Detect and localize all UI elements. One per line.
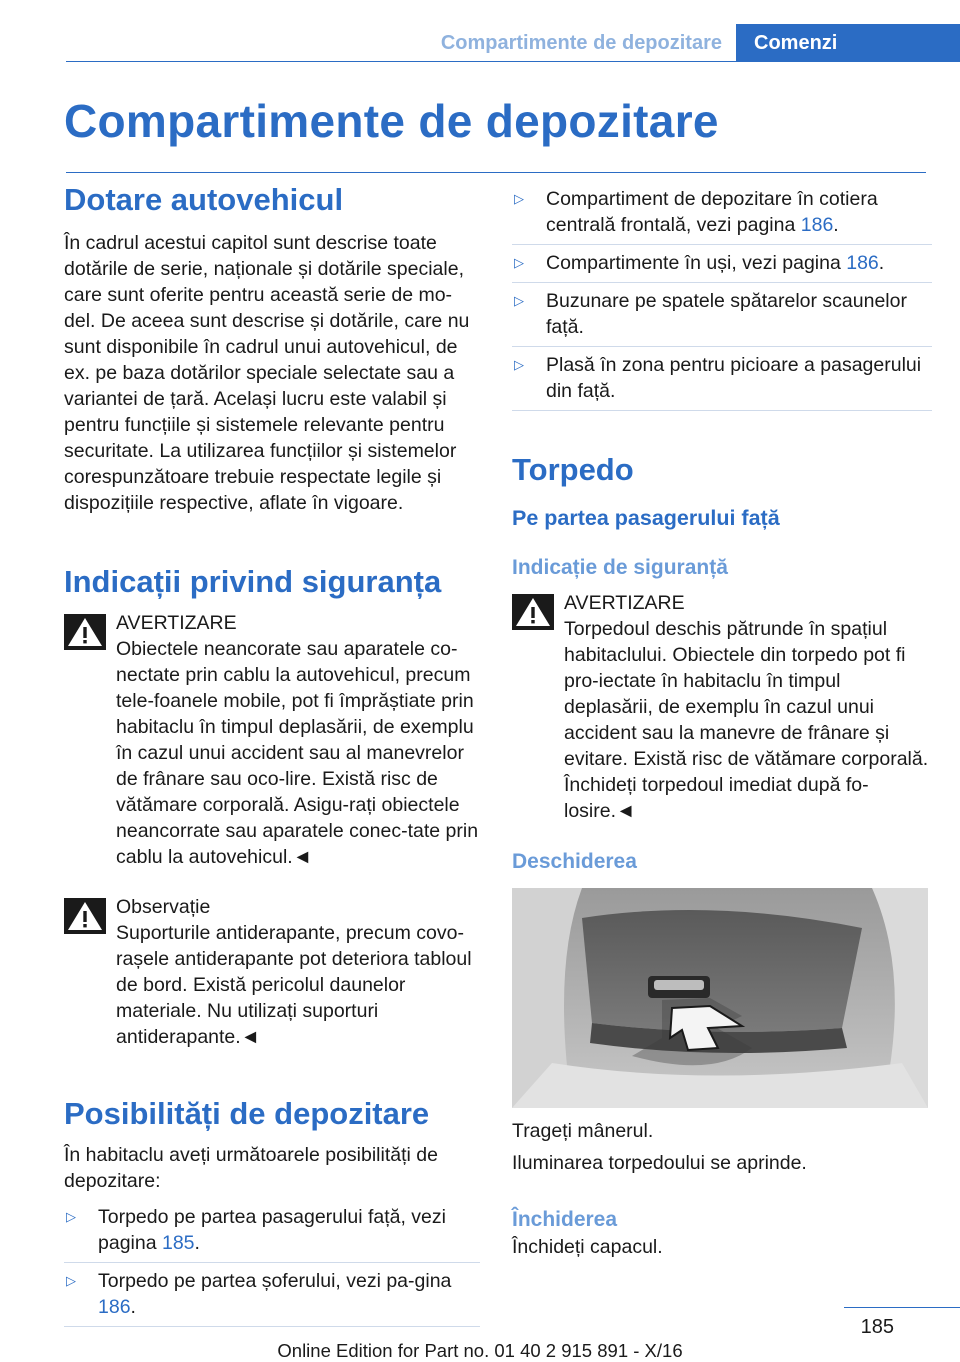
list-item: ▷ Plasă în zona pentru picioare a pasagerului din față. [512, 352, 932, 416]
edition-footer: Online Edition for Part no. 01 40 2 915 891 - X/16 [277, 1340, 683, 1361]
storage-list-continued [512, 186, 932, 416]
warning-block [64, 610, 480, 870]
page-link[interactable]: 185 [161, 1232, 195, 1254]
storage-list [64, 1204, 480, 1332]
list-item: ▷ Compartimente în uși, vezi pagina 186. [512, 250, 932, 288]
note-label: Observație [116, 896, 211, 918]
warning-triangle-icon [64, 898, 106, 934]
header-section-title: Compartimente de depozitare [440, 32, 722, 54]
warning-triangle-icon [512, 594, 554, 630]
title-rule [66, 172, 926, 173]
glovebox-warning-block [512, 590, 932, 824]
equipment-text: În cadrul acestui capitol sunt descrise toate dotările de serie, naționale și dotările speciale, care sunt oferite pentru această serie de mo-del. De aceea sunt descrise și dotările, care nu sunt disponibile în cadrul unui autovehicul, de ex. pe baza dotărilor speciale selectate sau a variantei de țară. Același lucru este valabil și pentru funcțiile și sistemele relevante pentru securitate. La utilizarea funcțiilor și sistemelor corespunzătoare trebuie respectate legile și dispozițiile respective, aflate în vigoare. [64, 232, 470, 514]
page-title: Compartimente de depozitare [64, 95, 719, 147]
safety-heading: Indicații privind siguranța [64, 564, 442, 599]
warning-label: AVERTIZARE [564, 592, 685, 614]
header-rule [66, 61, 960, 62]
glovebox-heading: Torpedo [512, 452, 634, 487]
note-block [64, 894, 480, 1050]
header-chapter-tab[interactable]: Comenzi [736, 24, 960, 62]
right-column [512, 180, 932, 1260]
warning-text: Obiectele neancorate sau aparatele co-nectate prin cablu la autovehicul, precum tele-foanele mobile, pot fi împrăștiate prin habitaclu în timpul deplasării, de exemplu în cazul unui accident sau al manevrelor de frânare sau oco-lire. Există risc de vătămare corporală. Asigu-rați obiectele neancorrate sau aparatele conec-tate prin cablu la autovehicul.◄ [116, 638, 479, 868]
footer-rule [844, 1307, 960, 1308]
warning-label: AVERTIZARE [116, 612, 237, 634]
glovebox-handle-photo [512, 888, 928, 1108]
glovebox-safety-heading: Indicație de siguranță [512, 556, 728, 579]
opening-step-2: Iluminarea torpedoului se aprinde. [512, 1152, 807, 1174]
warning-text: Torpedoul deschis pătrunde în spațiul habitaclului. Obiectele din torpedo pot fi pro-iectate în habitaclu în timpul deplasării, de exemplu în cazul unui accident sau la manevre de frânare și evitare. Există risc de vătămare corporală. Închideți torpedoul imediat după fo-losire.◄ [564, 618, 929, 822]
list-item: ▷ Compartiment de depozitare în cotiera centrală frontală, vezi pagina 186. [512, 186, 932, 250]
passenger-side-heading: Pe partea pasagerului față [512, 506, 780, 530]
list-item: ▷ Torpedo pe partea șoferului, vezi pa-gina 186. [64, 1268, 480, 1332]
warning-triangle-icon [64, 614, 106, 650]
closing-heading: Închiderea [512, 1208, 618, 1231]
page-link[interactable]: 186 [98, 1296, 131, 1318]
page-header [0, 24, 960, 62]
closing-step: Închideți capacul. [512, 1236, 663, 1258]
note-text: Suporturile antiderapante, precum covo-rașele antiderapante pot deteriora tabloul de bord. Există pericolul daunelor materiale. Nu utilizați suporturi antiderapante.◄ [116, 922, 472, 1048]
equipment-heading: Dotare autovehicul [64, 182, 344, 217]
opening-heading: Deschiderea [512, 850, 637, 873]
page-link[interactable]: 186 [846, 252, 879, 274]
storage-heading: Posibilități de depozitare [64, 1096, 430, 1131]
page-link[interactable]: 186 [800, 214, 834, 236]
list-item: ▷ Buzunare pe spatele spătarelor scaunelor față. [512, 288, 932, 352]
left-column [64, 180, 480, 1332]
list-item: ▷ Torpedo pe partea pasagerului față, vezi pagina 185. [64, 1204, 480, 1268]
storage-intro: În habitaclu aveți următoarele posibilități de depozitare: [64, 1144, 438, 1192]
opening-step-1: Trageți mânerul. [512, 1120, 654, 1142]
page-number: 185 [860, 1316, 894, 1338]
